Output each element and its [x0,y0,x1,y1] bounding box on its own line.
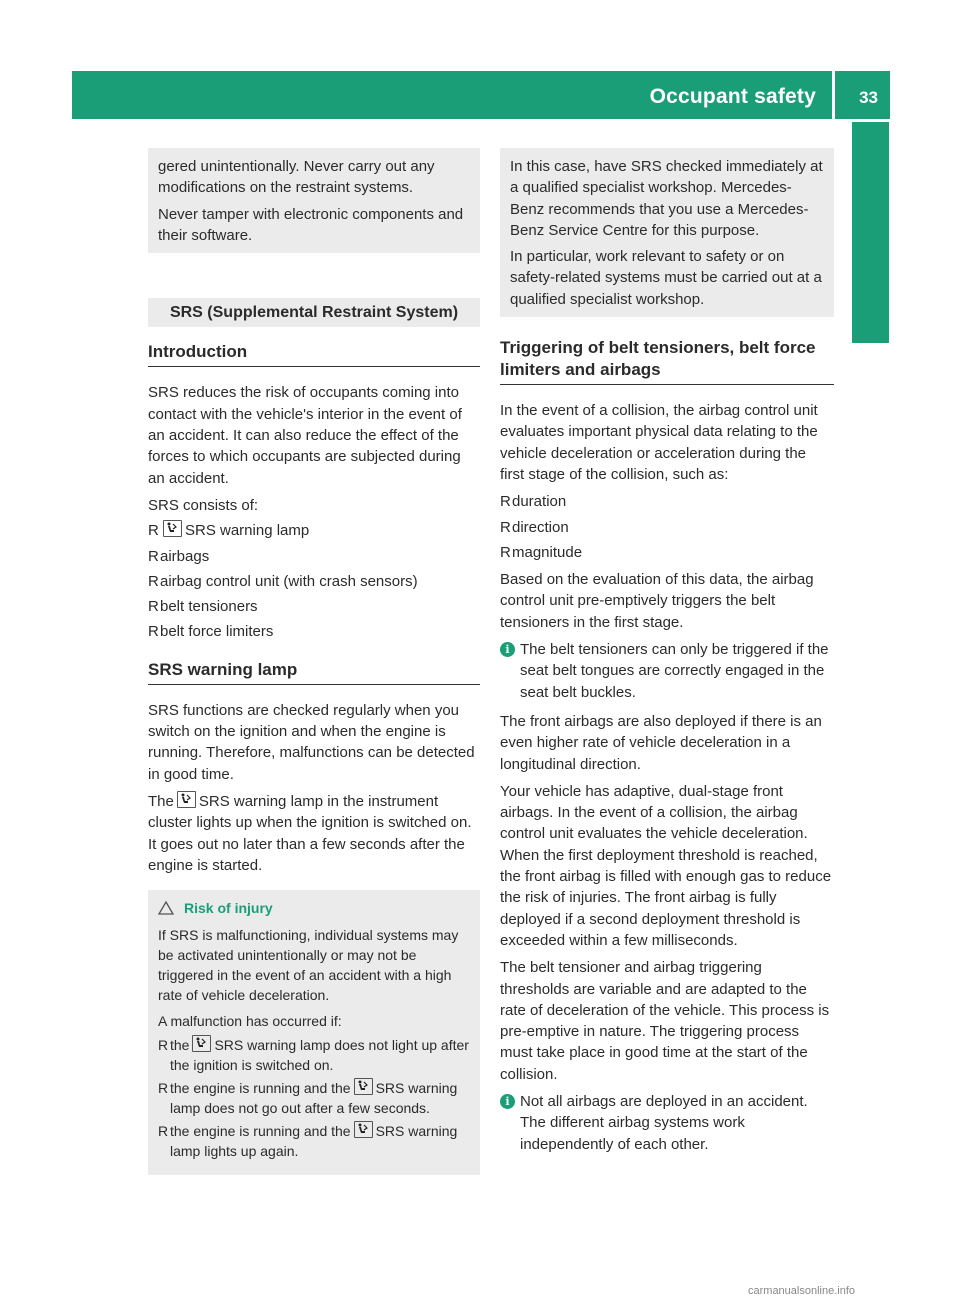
continued-warning-box [148,148,480,253]
box-paragraph: gered unintentionally. Never carry out any modifications on the restraint systems. [158,158,435,197]
srs-warning-lamp-icon [354,1078,373,1095]
heading-triggering: Triggering of belt tensioners, belt force limiters and airbags [500,337,834,385]
paragraph: Based on the evaluation of this data, the airbag control unit pre-emptively triggers the belt tensioners in the first stage. [500,571,814,631]
heading-introduction: Introduction [148,341,480,367]
list-item: R the engine is running and the SRS warning lamp does not go out after a few seconds. [158,1080,458,1117]
collision-data-list [500,491,834,563]
info-icon: i [500,1094,515,1109]
box-paragraph: Never tamper with electronic components and their software. [158,205,464,244]
section-heading: SRS (Supplemental Restraint System) [148,298,480,327]
continued-warning-box [500,148,834,317]
list-item: R the engine is running and the SRS warning lamp lights up again. [158,1123,458,1160]
heading-srs-warning-lamp: SRS warning lamp [148,659,480,685]
watermark-link[interactable]: carmanualsonline.info [748,1285,856,1297]
warning-triangle-icon [158,900,174,920]
right-column [500,148,834,1163]
warning-paragraph: If SRS is malfunctioning, individual systems may be activated unintentionally or may not be triggered in the event of an accident with a high rate of vehicle deceleration. [158,927,459,1004]
paragraph: Your vehicle has adaptive, dual-stage front airbags. In the event of a collision, the airbag control unit evaluates the vehicle deceleration. When the first deployment threshold is reached, the front airbag is filled with enough gas to reduce the risk of injuries. The front airbag is fully deployed if a second deployment threshold is exceeded within a few milliseconds. [500,782,832,949]
srs-warning-lamp-icon [192,1035,211,1052]
page-number: 33 [859,88,878,107]
list-item: R magnitude [500,543,583,561]
list-item: R the SRS warning lamp does not light up after the ignition is switched on. [158,1037,469,1074]
header-bar [72,71,890,119]
side-tab-label: Safety [860,270,882,331]
warning-paragraph: A malfunction has occurred if: [158,1013,342,1030]
paragraph: SRS consists of: [148,496,259,514]
info-note: i The belt tensioners can only be triggered if the seat belt tongues are correctly engaged in the seat belt buckles. [500,639,834,703]
paragraph: The belt tensioner and airbag triggering thresholds are variable and are adapted to the rate of deceleration of the vehicle. This process is pre-emptive in nature. The triggering process must take place in good time at the start of the collision. [500,959,830,1083]
list-item: R airbag control unit (with crash sensors) [148,572,418,590]
srs-components-list [148,520,480,642]
info-note: i Not all airbags are deployed in an accident. The different airbag systems work independently of each other. [500,1091,834,1155]
srs-warning-lamp-icon [177,791,196,808]
box-paragraph: In particular, work relevant to safety or on safety-related systems must be carried out at a qualified specialist workshop. [510,248,822,308]
list-item: R direction [500,518,569,536]
paragraph: The SRS warning lamp in the instrument cluster lights up when the ignition is switched on. It goes out no later than a few seconds after the engine is started. [148,792,472,874]
srs-warning-lamp-icon [163,520,182,537]
header-divider [832,71,835,119]
list-item: R airbags [148,547,210,565]
paragraph: In the event of a collision, the airbag control unit evaluates important physical data relating to the vehicle deceleration or acceleration during the first stage of the collision, such as: [500,402,818,483]
risk-of-injury-box [148,890,480,1175]
warning-title: Risk of injury [158,898,470,920]
box-paragraph: In this case, have SRS checked immediately at a qualified specialist workshop. Mercedes-Benz recommends that you use a Mercedes-Benz Service Centre for this purpose. [510,158,823,239]
list-item: R SRS warning lamp [148,522,310,540]
left-column [148,148,480,1175]
srs-warning-lamp-icon [354,1121,373,1138]
list-item: R belt tensioners [148,598,258,616]
paragraph: The front airbags are also deployed if there is an even higher rate of vehicle deceleration in a longitudinal direction. [500,712,822,773]
paragraph: SRS functions are checked regularly when you switch on the ignition and when the engine is running. Therefore, malfunctions can be detected in good time. [148,701,475,783]
list-item: R duration [500,493,567,511]
list-item: R belt force limiters [148,623,274,641]
info-icon: i [500,642,515,657]
section-title: Occupant safety [649,85,816,108]
malfunction-list [158,1035,470,1161]
paragraph: SRS reduces the risk of occupants coming into contact with the vehicle's interior in the event of an accident. It can also reduce the effect of the forces to which occupants are subjected during an accident. [148,384,462,487]
